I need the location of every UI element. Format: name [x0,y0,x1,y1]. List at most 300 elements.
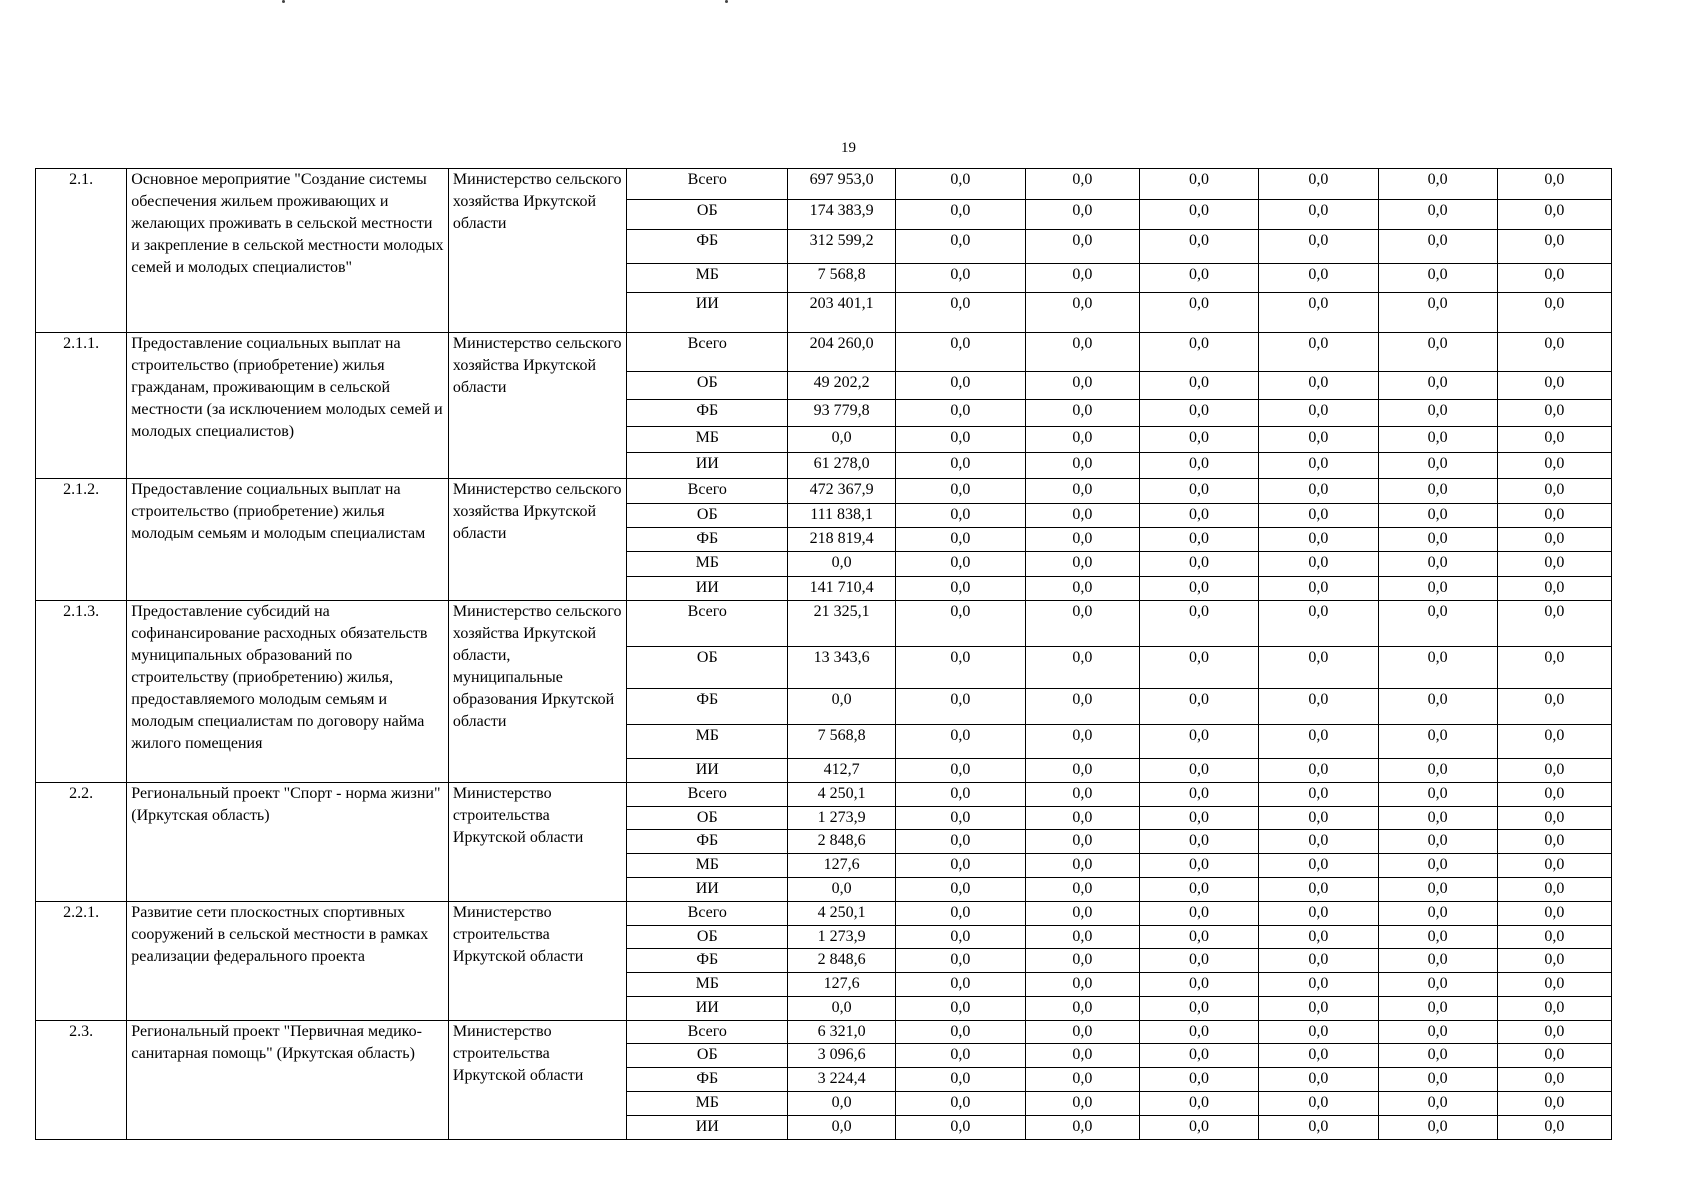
total-value: 2 848,6 [788,830,896,854]
funding-source: Всего [627,479,788,504]
year-value: 0,0 [896,293,1026,332]
year-value: 0,0 [1139,996,1258,1020]
year-value: 0,0 [896,576,1026,600]
year-value: 0,0 [1025,479,1139,504]
year-value: 0,0 [1497,1092,1611,1116]
year-value: 0,0 [1378,479,1497,504]
year-value: 0,0 [896,452,1026,479]
year-value: 0,0 [1259,1092,1378,1116]
year-value: 0,0 [1259,576,1378,600]
year-value: 0,0 [1378,925,1497,949]
item-number: 2.1.3. [36,600,127,782]
year-value: 0,0 [1139,973,1258,997]
year-value: 0,0 [1259,1044,1378,1068]
year-value: 0,0 [1497,230,1611,264]
year-value: 0,0 [1497,426,1611,452]
year-value: 0,0 [1378,1092,1497,1116]
year-value: 0,0 [896,949,1026,973]
year-value: 0,0 [1259,452,1378,479]
year-value: 0,0 [1259,830,1378,854]
year-value: 0,0 [1259,200,1378,230]
year-value: 0,0 [1139,600,1258,647]
year-value: 0,0 [1259,973,1378,997]
year-value: 0,0 [1378,647,1497,688]
funding-source: ОБ [627,371,788,399]
funding-source: МБ [627,973,788,997]
total-value: 1 273,9 [788,925,896,949]
year-value: 0,0 [1259,504,1378,528]
year-value: 0,0 [1378,600,1497,647]
year-value: 0,0 [1497,600,1611,647]
year-value: 0,0 [1378,1020,1497,1044]
year-value: 0,0 [1259,551,1378,576]
year-value: 0,0 [1025,399,1139,426]
total-value: 0,0 [788,1092,896,1116]
item-number: 2.3. [36,1020,127,1139]
year-value: 0,0 [1259,949,1378,973]
year-value: 0,0 [1139,576,1258,600]
item-name: Региональный проект "Первичная медико-санитарная помощь" (Иркутская область) [127,1020,449,1139]
year-value: 0,0 [1139,230,1258,264]
year-value: 0,0 [1378,758,1497,782]
year-value: 0,0 [1025,504,1139,528]
funding-source: Всего [627,600,788,647]
item-number: 2.1.2. [36,479,127,600]
year-value: 0,0 [1139,1115,1258,1139]
total-value: 0,0 [788,877,896,901]
item-number: 2.2. [36,782,127,901]
year-value: 0,0 [1259,293,1378,332]
year-value: 0,0 [1259,332,1378,371]
year-value: 0,0 [1139,293,1258,332]
total-value: 127,6 [788,854,896,878]
year-value: 0,0 [1259,806,1378,830]
funding-source: МБ [627,854,788,878]
year-value: 0,0 [1378,264,1497,293]
funding-source: ФБ [627,949,788,973]
year-value: 0,0 [1139,647,1258,688]
year-value: 0,0 [1139,399,1258,426]
year-value: 0,0 [1025,724,1139,758]
year-value: 0,0 [896,758,1026,782]
item-name: Основное мероприятие "Создание системы обеспечения жильем проживающих и желающих проживать в сельской местности и закрепление в сельской местности молодых семей и молодых специалистов" [127,169,449,333]
year-value: 0,0 [1139,1044,1258,1068]
budget-table [35,168,1612,1140]
item-executor: Министерство строительства Иркутской области [448,782,626,901]
table-row [36,479,1612,504]
year-value: 0,0 [1139,479,1258,504]
total-value: 6 321,0 [788,1020,896,1044]
year-value: 0,0 [1025,854,1139,878]
total-value: 7 568,8 [788,264,896,293]
year-value: 0,0 [1497,758,1611,782]
year-value: 0,0 [1497,1068,1611,1092]
total-value: 203 401,1 [788,293,896,332]
year-value: 0,0 [1025,758,1139,782]
year-value: 0,0 [896,1115,1026,1139]
year-value: 0,0 [1378,293,1497,332]
year-value: 0,0 [1378,332,1497,371]
year-value: 0,0 [1378,230,1497,264]
year-value: 0,0 [1139,169,1258,200]
year-value: 0,0 [1378,426,1497,452]
year-value: 0,0 [1139,688,1258,724]
year-value: 0,0 [1497,264,1611,293]
year-value: 0,0 [1139,949,1258,973]
total-value: 93 779,8 [788,399,896,426]
year-value: 0,0 [1139,426,1258,452]
year-value: 0,0 [1139,925,1258,949]
year-value: 0,0 [1139,806,1258,830]
year-value: 0,0 [1497,1020,1611,1044]
year-value: 0,0 [1025,230,1139,264]
funding-source: ФБ [627,830,788,854]
year-value: 0,0 [1378,854,1497,878]
year-value: 0,0 [1259,996,1378,1020]
year-value: 0,0 [1497,830,1611,854]
year-value: 0,0 [1497,200,1611,230]
year-value: 0,0 [896,1020,1026,1044]
item-executor: Министерство сельского хозяйства Иркутской области [448,332,626,479]
year-value: 0,0 [1025,1092,1139,1116]
funding-source: МБ [627,724,788,758]
total-value: 312 599,2 [788,230,896,264]
item-number: 2.1. [36,169,127,333]
funding-source: Всего [627,901,788,925]
year-value: 0,0 [896,877,1026,901]
year-value: 0,0 [1259,688,1378,724]
year-value: 0,0 [1139,1068,1258,1092]
year-value: 0,0 [1259,169,1378,200]
year-value: 0,0 [1497,479,1611,504]
year-value: 0,0 [896,647,1026,688]
year-value: 0,0 [1259,925,1378,949]
year-value: 0,0 [1025,332,1139,371]
year-value: 0,0 [1259,528,1378,552]
total-value: 1 273,9 [788,806,896,830]
scan-specks [270,0,770,6]
year-value: 0,0 [896,332,1026,371]
year-value: 0,0 [1497,551,1611,576]
year-value: 0,0 [1025,426,1139,452]
year-value: 0,0 [1139,371,1258,399]
year-value: 0,0 [1497,724,1611,758]
year-value: 0,0 [1497,806,1611,830]
year-value: 0,0 [1378,200,1497,230]
year-value: 0,0 [1497,293,1611,332]
item-executor: Министерство сельского хозяйства Иркутской области [448,479,626,600]
year-value: 0,0 [1259,647,1378,688]
year-value: 0,0 [1025,264,1139,293]
year-value: 0,0 [1259,426,1378,452]
total-value: 0,0 [788,426,896,452]
year-value: 0,0 [1259,854,1378,878]
table-row [36,600,1612,647]
year-value: 0,0 [1139,782,1258,806]
funding-source: ФБ [627,1068,788,1092]
year-value: 0,0 [1497,782,1611,806]
total-value: 4 250,1 [788,782,896,806]
item-name: Предоставление субсидий на софинансирование расходных обязательств муниципальных образований по строительству (приобретению) жилья, предоставляемого молодым семьям и молодым специалистам по договору найма жилого помещения [127,600,449,782]
year-value: 0,0 [1259,230,1378,264]
year-value: 0,0 [896,504,1026,528]
year-value: 0,0 [896,830,1026,854]
funding-source: ОБ [627,504,788,528]
year-value: 0,0 [1497,371,1611,399]
year-value: 0,0 [1025,600,1139,647]
year-value: 0,0 [1378,371,1497,399]
year-value: 0,0 [896,1068,1026,1092]
year-value: 0,0 [896,688,1026,724]
year-value: 0,0 [1025,1068,1139,1092]
year-value: 0,0 [1139,332,1258,371]
year-value: 0,0 [1259,479,1378,504]
total-value: 7 568,8 [788,724,896,758]
year-value: 0,0 [1139,877,1258,901]
year-value: 0,0 [1259,399,1378,426]
year-value: 0,0 [1139,1020,1258,1044]
year-value: 0,0 [1378,973,1497,997]
year-value: 0,0 [1378,576,1497,600]
year-value: 0,0 [1259,782,1378,806]
funding-source: МБ [627,1092,788,1116]
page-number: 19 [841,140,856,156]
year-value: 0,0 [896,782,1026,806]
year-value: 0,0 [1497,925,1611,949]
total-value: 21 325,1 [788,600,896,647]
year-value: 0,0 [1497,996,1611,1020]
year-value: 0,0 [1025,973,1139,997]
year-value: 0,0 [1025,1115,1139,1139]
year-value: 0,0 [896,200,1026,230]
year-value: 0,0 [1378,996,1497,1020]
funding-source: МБ [627,426,788,452]
total-value: 174 383,9 [788,200,896,230]
funding-source: ОБ [627,647,788,688]
year-value: 0,0 [1025,647,1139,688]
funding-source: ИИ [627,576,788,600]
year-value: 0,0 [1378,452,1497,479]
year-value: 0,0 [1378,1044,1497,1068]
total-value: 472 367,9 [788,479,896,504]
year-value: 0,0 [1497,576,1611,600]
total-value: 13 343,6 [788,647,896,688]
year-value: 0,0 [1259,1020,1378,1044]
year-value: 0,0 [896,996,1026,1020]
year-value: 0,0 [1497,399,1611,426]
year-value: 0,0 [896,1044,1026,1068]
total-value: 111 838,1 [788,504,896,528]
year-value: 0,0 [1139,724,1258,758]
funding-source: Всего [627,1020,788,1044]
year-value: 0,0 [1378,169,1497,200]
total-value: 0,0 [788,688,896,724]
year-value: 0,0 [1378,504,1497,528]
funding-source: Всего [627,169,788,200]
year-value: 0,0 [1497,877,1611,901]
year-value: 0,0 [896,264,1026,293]
year-value: 0,0 [1139,551,1258,576]
table-row [36,782,1612,806]
total-value: 0,0 [788,1115,896,1139]
year-value: 0,0 [1025,877,1139,901]
year-value: 0,0 [1497,688,1611,724]
funding-source: Всего [627,782,788,806]
year-value: 0,0 [1378,1115,1497,1139]
item-name: Предоставление социальных выплат на строительство (приобретение) жилья молодым семьям и молодым специалистам [127,479,449,600]
item-number: 2.2.1. [36,901,127,1020]
funding-source: ФБ [627,230,788,264]
year-value: 0,0 [1025,528,1139,552]
year-value: 0,0 [896,479,1026,504]
year-value: 0,0 [896,1092,1026,1116]
year-value: 0,0 [1259,371,1378,399]
year-value: 0,0 [1378,688,1497,724]
funding-source: ФБ [627,399,788,426]
year-value: 0,0 [1378,806,1497,830]
total-value: 3 224,4 [788,1068,896,1092]
year-value: 0,0 [896,600,1026,647]
table-row [36,1020,1612,1044]
item-executor: Министерство сельского хозяйства Иркутской области, муниципальные образования Иркутской области [448,600,626,782]
funding-source: ОБ [627,200,788,230]
year-value: 0,0 [1378,551,1497,576]
funding-source: ИИ [627,452,788,479]
year-value: 0,0 [896,371,1026,399]
year-value: 0,0 [896,169,1026,200]
year-value: 0,0 [1259,877,1378,901]
year-value: 0,0 [1378,528,1497,552]
year-value: 0,0 [1259,600,1378,647]
year-value: 0,0 [896,551,1026,576]
year-value: 0,0 [1025,949,1139,973]
year-value: 0,0 [1497,169,1611,200]
total-value: 2 848,6 [788,949,896,973]
year-value: 0,0 [1025,901,1139,925]
item-name: Развитие сети плоскостных спортивных сооружений в сельской местности в рамках реализации федерального проекта [127,901,449,1020]
year-value: 0,0 [896,925,1026,949]
year-value: 0,0 [1378,724,1497,758]
year-value: 0,0 [1378,1068,1497,1092]
total-value: 412,7 [788,758,896,782]
year-value: 0,0 [896,854,1026,878]
year-value: 0,0 [1139,901,1258,925]
funding-source: ИИ [627,758,788,782]
total-value: 141 710,4 [788,576,896,600]
total-value: 0,0 [788,996,896,1020]
year-value: 0,0 [1025,996,1139,1020]
year-value: 0,0 [1139,264,1258,293]
table-row [36,901,1612,925]
year-value: 0,0 [1497,504,1611,528]
table-row [36,332,1612,371]
funding-source: ОБ [627,806,788,830]
year-value: 0,0 [1497,452,1611,479]
year-value: 0,0 [1259,1068,1378,1092]
total-value: 218 819,4 [788,528,896,552]
total-value: 127,6 [788,973,896,997]
year-value: 0,0 [1497,901,1611,925]
year-value: 0,0 [1139,758,1258,782]
total-value: 204 260,0 [788,332,896,371]
funding-source: ИИ [627,877,788,901]
year-value: 0,0 [1025,169,1139,200]
year-value: 0,0 [1139,830,1258,854]
year-value: 0,0 [1025,293,1139,332]
funding-source: МБ [627,551,788,576]
year-value: 0,0 [1139,452,1258,479]
year-value: 0,0 [1378,877,1497,901]
year-value: 0,0 [1259,1115,1378,1139]
year-value: 0,0 [1025,1044,1139,1068]
year-value: 0,0 [1378,949,1497,973]
total-value: 4 250,1 [788,901,896,925]
funding-source: ИИ [627,293,788,332]
year-value: 0,0 [1139,1092,1258,1116]
year-value: 0,0 [1378,782,1497,806]
item-executor: Министерство строительства Иркутской области [448,901,626,1020]
item-name: Предоставление социальных выплат на строительство (приобретение) жилья гражданам, проживающим в сельской местности (за исключением молодых семей и молодых специалистов) [127,332,449,479]
year-value: 0,0 [1139,528,1258,552]
year-value: 0,0 [896,901,1026,925]
year-value: 0,0 [896,230,1026,264]
year-value: 0,0 [1259,901,1378,925]
total-value: 61 278,0 [788,452,896,479]
year-value: 0,0 [1497,854,1611,878]
year-value: 0,0 [1259,758,1378,782]
year-value: 0,0 [1378,830,1497,854]
year-value: 0,0 [1497,1115,1611,1139]
year-value: 0,0 [896,806,1026,830]
year-value: 0,0 [1025,452,1139,479]
budget-table-body [36,169,1612,1140]
year-value: 0,0 [1378,399,1497,426]
year-value: 0,0 [896,528,1026,552]
year-value: 0,0 [1497,949,1611,973]
funding-source: МБ [627,264,788,293]
year-value: 0,0 [896,399,1026,426]
year-value: 0,0 [896,973,1026,997]
year-value: 0,0 [1139,200,1258,230]
funding-source: ФБ [627,688,788,724]
year-value: 0,0 [1139,504,1258,528]
funding-source: ИИ [627,996,788,1020]
year-value: 0,0 [896,426,1026,452]
year-value: 0,0 [1378,901,1497,925]
item-number: 2.1.1. [36,332,127,479]
year-value: 0,0 [1497,647,1611,688]
item-executor: Министерство сельского хозяйства Иркутской области [448,169,626,333]
funding-source: ИИ [627,1115,788,1139]
year-value: 0,0 [1497,973,1611,997]
funding-source: ОБ [627,925,788,949]
year-value: 0,0 [1025,806,1139,830]
year-value: 0,0 [1497,528,1611,552]
year-value: 0,0 [1025,371,1139,399]
year-value: 0,0 [1025,688,1139,724]
funding-source: ОБ [627,1044,788,1068]
year-value: 0,0 [1025,576,1139,600]
year-value: 0,0 [1259,264,1378,293]
year-value: 0,0 [1025,200,1139,230]
year-value: 0,0 [1025,782,1139,806]
item-name: Региональный проект "Спорт - норма жизни" (Иркутская область) [127,782,449,901]
year-value: 0,0 [1025,551,1139,576]
total-value: 3 096,6 [788,1044,896,1068]
year-value: 0,0 [1025,1020,1139,1044]
total-value: 697 953,0 [788,169,896,200]
year-value: 0,0 [896,724,1026,758]
